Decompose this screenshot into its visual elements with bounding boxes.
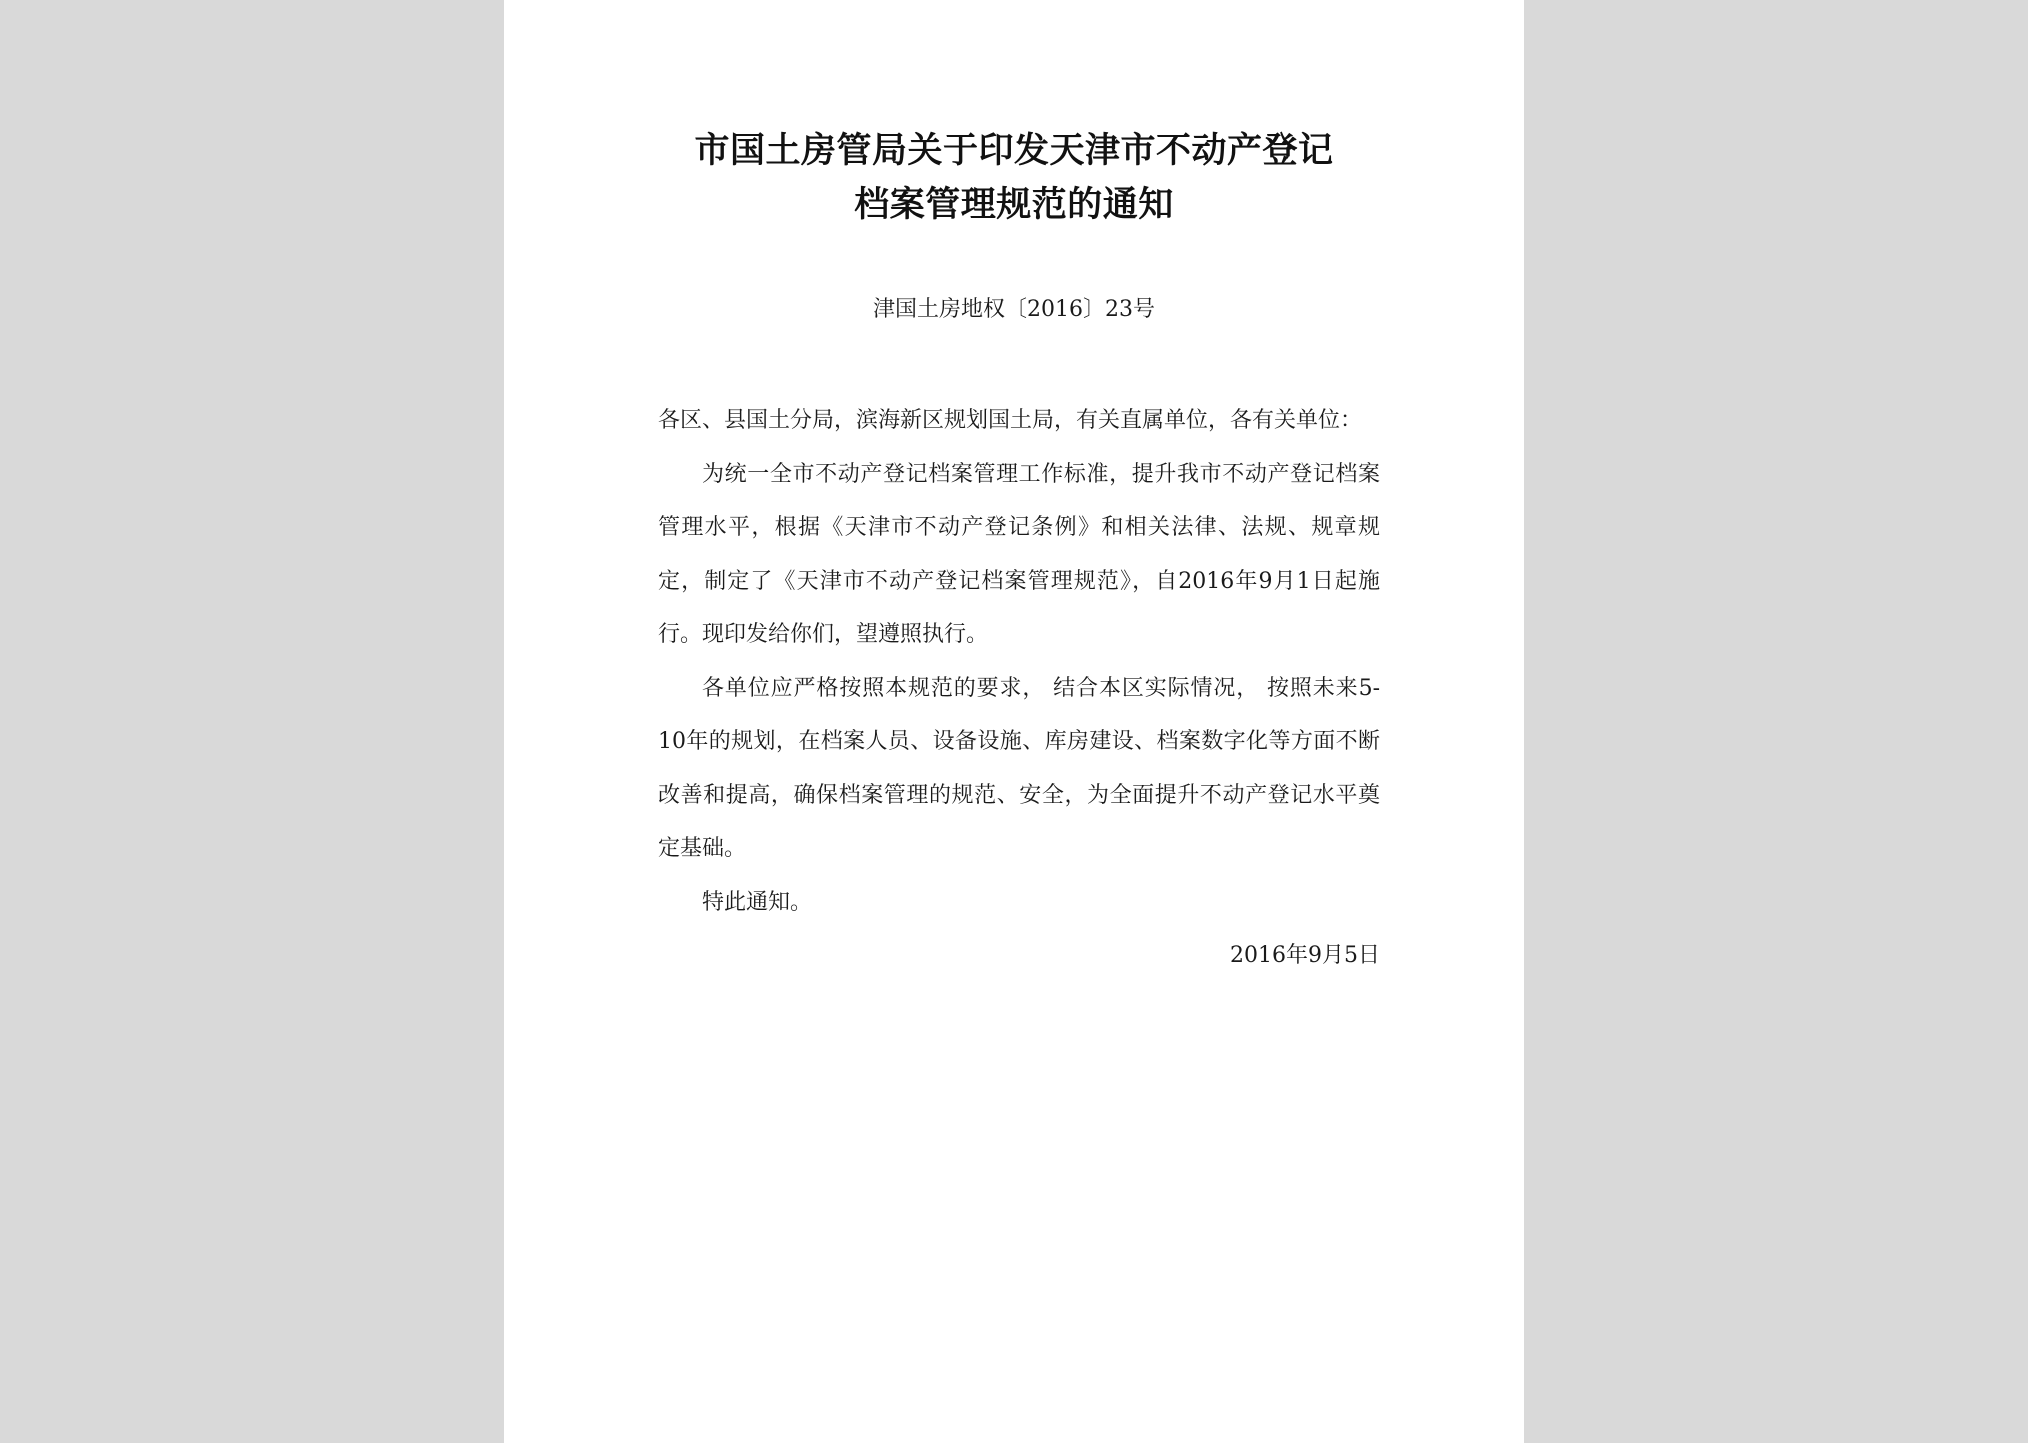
document-title [504,124,1524,232]
document-body [658,394,1380,983]
paragraph-2: 各单位应严格按照本规范的要求， 结合本区实际情况， 按照未来5-10年的规划，在档案人员、设备设施、库房建设、档案数字化等方面不断改善和提高，确保档案管理的规范、安全，为全面提升不动产登记水平奠定基础。 [658,675,1380,861]
paragraph-1: 为统一全市不动产登记档案管理工作标准，提升我市不动产登记档案管理水平，根据《天津市不动产登记条例》和相关法律、法规、规章规定，制定了《天津市不动产登记档案管理规范》，自2016年9月1日起施行。现印发给你们，望遵照执行。 [658,461,1380,647]
issue-date: 2016年9月5日 [1230,943,1380,968]
salutation: 各区、县国土分局，滨海新区规划国土局，有关直属单位，各有关单位： [658,408,1363,433]
document-page [504,0,1524,1443]
title-line-1: 市国土房管局关于印发天津市不动产登记 [694,131,1334,171]
closing-line: 特此通知。 [702,889,813,915]
title-line-2: 档案管理规范的通知 [854,185,1174,225]
document-number: 津国土房地权〔2016〕23号 [873,297,1155,322]
